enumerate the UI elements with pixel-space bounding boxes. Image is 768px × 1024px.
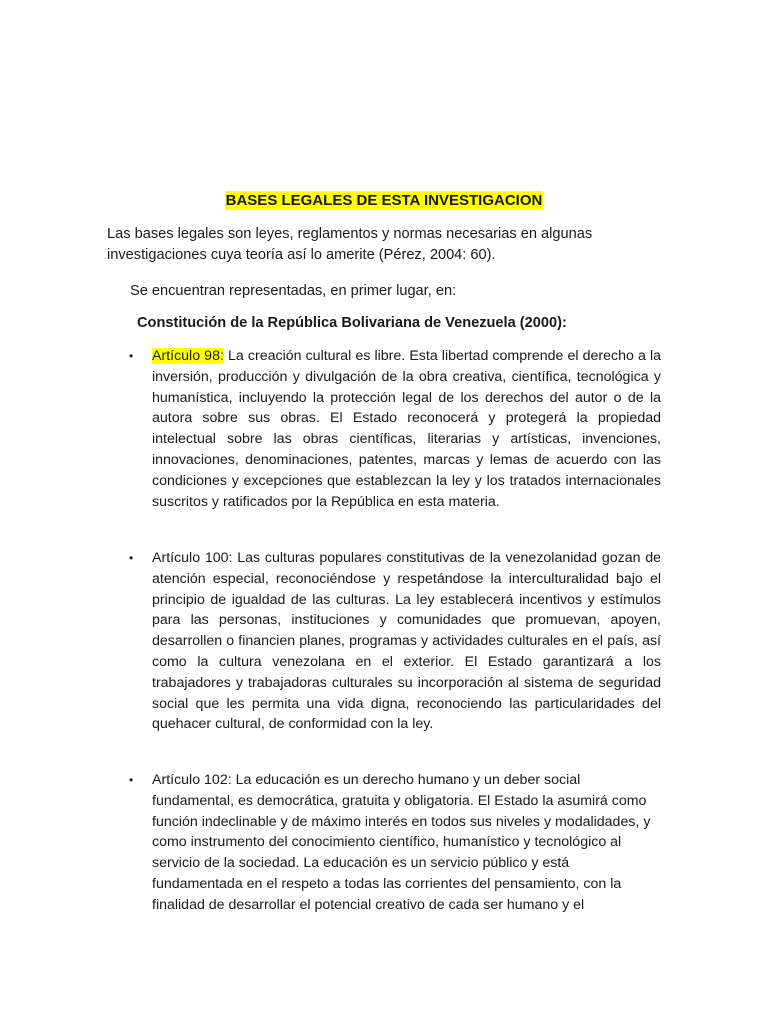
- article-98: [129, 346, 662, 512]
- article-label-highlighted: Artículo 98:: [152, 348, 224, 364]
- constitution-heading: Constitución de la República Bolivariana de Venezuela (2000):: [137, 315, 567, 331]
- lead-paragraph: Se encuentran representadas, en primer lugar, en:: [130, 283, 457, 299]
- article-102: [129, 770, 661, 916]
- intro-paragraph: Las bases legales son leyes, reglamentos y normas necesarias en algunas investigaciones cuya teoría así lo amerite (Pérez, 2004: 60).: [107, 226, 593, 263]
- bullet-icon: •: [129, 349, 134, 363]
- article-label: Artículo 100:: [152, 550, 233, 566]
- bullet-icon: •: [129, 551, 134, 565]
- bullet-icon: •: [129, 773, 134, 787]
- article-100: [129, 548, 662, 735]
- article-label: Artículo 102:: [152, 772, 232, 788]
- article-text: La educación es un derecho humano y un deber social fundamental, es democrática, gratuita y obligatoria. El Estado la asumirá como función indeclinable y de máximo interés en todos sus niveles y modalidades, y como instrumento del conocimiento científico, humanístico y tecnológico al servicio de la sociedad. La educación es un servicio público y está fundamentada en el respeto a todas las corrientes del pensamiento, con la finalidad de desarrollar el potencial creativo de cada ser humano y el: [152, 772, 651, 913]
- article-text: Las culturas populares constitutivas de la venezolanidad gozan de atención especial, reconociéndose y respetándose la interculturalidad bajo el principio de igualdad de las culturas. La ley establecerá incentivos y estímulos para las personas, instituciones y comunidades que promuevan, apoyen, desarrollen o financien planes, programas y actividades culturales en el país, así como la cultura venezolana en el exterior. El Estado garantizará a los trabajadores y trabajadoras culturales su incorporación al sistema de seguridad social que les permita una vida digna, reconociendo las particularidades del quehacer cultural, de conformidad con la ley.: [152, 550, 662, 733]
- article-text: La creación cultural es libre. Esta libertad comprende el derecho a la inversión, producción y divulgación de la obra creativa, científica, tecnológica y humanística, incluyendo la protección legal de los derechos del autor o de la autora sobre sus obras. El Estado reconocerá y protegerá la propiedad intelectual sobre las obras científicas, literarias y artísticas, invenciones, innovaciones, denominaciones, patentes, marcas y lemas de acuerdo con las condiciones y excepciones que establezcan la ley y los tratados internacionales suscritos y ratificados por la República en esta materia.: [152, 348, 662, 510]
- page-title: BASES LEGALES DE ESTA INVESTIGACION: [225, 192, 543, 209]
- title-container: [0, 191, 768, 210]
